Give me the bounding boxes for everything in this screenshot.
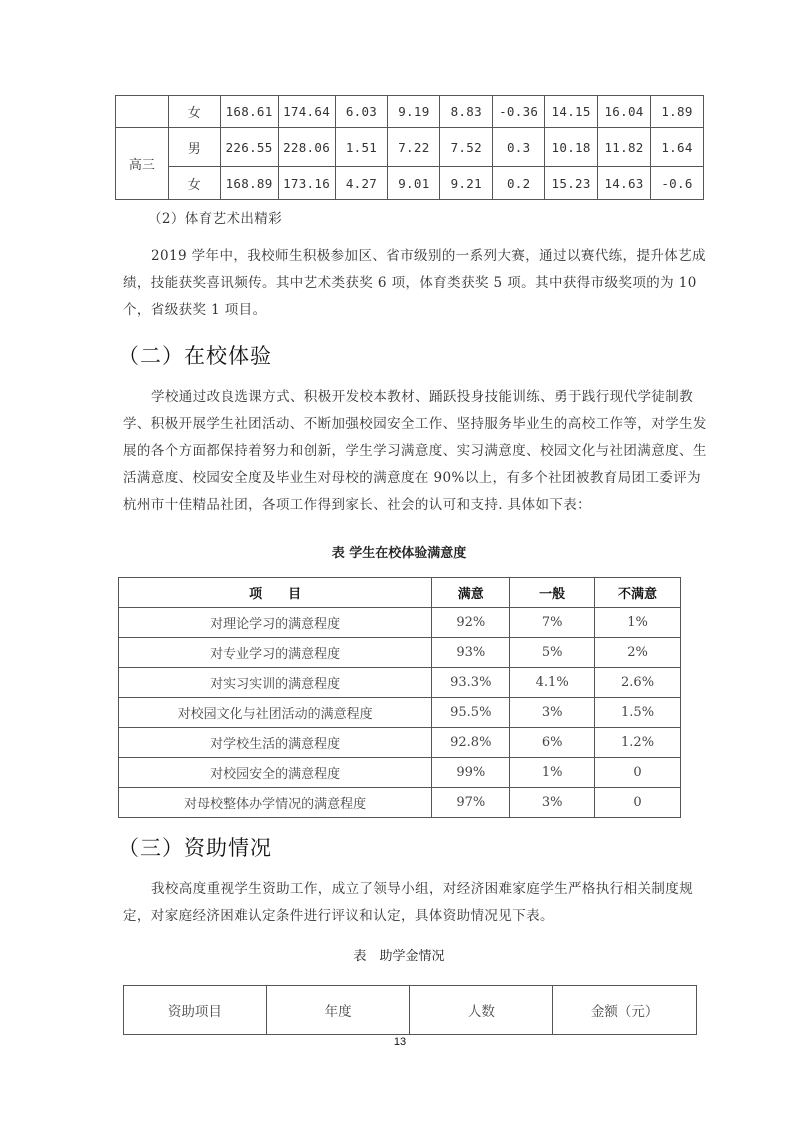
unsatisfied-cell: 1% — [595, 608, 681, 638]
average-cell: 6% — [510, 728, 595, 758]
value-cell: 15.23 — [545, 167, 598, 200]
unsatisfied-cell: 1.5% — [595, 698, 681, 728]
satisfied-cell: 92.8% — [432, 728, 510, 758]
header-unsatisfied: 不满意 — [595, 578, 681, 608]
value-cell: 9.01 — [388, 167, 440, 200]
item-cell: 对学校生活的满意程度 — [119, 728, 432, 758]
value-cell: 173.16 — [278, 167, 335, 200]
gender-cell: 女 — [168, 167, 220, 200]
grants-table — [123, 985, 697, 1035]
table-row — [119, 788, 681, 818]
value-cell: 9.19 — [388, 96, 440, 128]
header-count: 人数 — [410, 986, 553, 1035]
gender-cell: 女 — [168, 96, 220, 128]
unsatisfied-cell: 0 — [595, 758, 681, 788]
average-cell: 4.1% — [510, 668, 595, 698]
value-cell: 7.52 — [440, 128, 493, 167]
value-cell: 1.51 — [335, 128, 388, 167]
table-header-row — [119, 578, 681, 608]
unsatisfied-cell: 2% — [595, 638, 681, 668]
grade-cell: 高三 — [116, 128, 169, 200]
table-row — [119, 668, 681, 698]
item-cell: 对实习实训的满意程度 — [119, 668, 432, 698]
fitness-table — [115, 95, 704, 200]
average-cell: 3% — [510, 698, 595, 728]
average-cell: 3% — [510, 788, 595, 818]
unsatisfied-cell: 0 — [595, 788, 681, 818]
header-amount: 金额（元） — [553, 986, 697, 1035]
satisfied-cell: 97% — [432, 788, 510, 818]
value-cell: 174.64 — [278, 96, 335, 128]
table-row — [116, 167, 704, 200]
header-year: 年度 — [266, 986, 410, 1035]
sub-heading-sports: （2）体育艺术出精彩 — [148, 211, 283, 227]
value-cell: 16.04 — [598, 96, 651, 128]
value-cell: 6.03 — [335, 96, 388, 128]
value-cell: 0.3 — [493, 128, 545, 167]
satisfaction-table — [118, 577, 681, 818]
satisfied-cell: 93.3% — [432, 668, 510, 698]
satisfied-cell: 93% — [432, 638, 510, 668]
value-cell: 14.15 — [545, 96, 598, 128]
paragraph-sports: 2019 学年中，我校师生积极参加区、省市级别的一系列大赛，通过以赛代练，提升体艺成绩，技能获奖喜讯频传。其中艺术类获奖 6 项，体育类获奖 5 项。其中获得市级奖项的为 10 个，省级获奖 1 项目。 — [123, 248, 706, 318]
item-cell: 对母校整体办学情况的满意程度 — [119, 788, 432, 818]
value-cell: 168.89 — [220, 167, 278, 200]
value-cell: 226.55 — [220, 128, 278, 167]
item-cell: 对理论学习的满意程度 — [119, 608, 432, 638]
value-cell: 1.64 — [651, 128, 704, 167]
table-row — [116, 96, 704, 128]
paragraph-campus-experience: 学校通过改良选课方式、积极开发校本教材、踊跃投身技能训练、勇于践行现代学徒制教学、积极开展学生社团活动、不断加强校园安全工作、坚持服务毕业生的高校工作等，对学生发展的各个方面都保持着努力和创新，学生学习满意度、实习满意度、校园文化与社团满意度、生活满意度、校园安全度及毕业生对母校的满意度在 90%以上，有多个社团被教育局团工委评为杭州市十佳精品社团，各项工作得到家长、社会的认可和支持. 具体如下表： — [123, 389, 707, 513]
table-caption-satisfaction: 表 学生在校体验满意度 — [331, 546, 467, 561]
value-cell: -0.36 — [493, 96, 545, 128]
table-row — [116, 128, 704, 167]
grade-cell — [116, 96, 169, 128]
value-cell: 228.06 — [278, 128, 335, 167]
average-cell: 7% — [510, 608, 595, 638]
table-row — [119, 758, 681, 788]
page-number: 13 — [393, 1036, 407, 1048]
table-row — [119, 698, 681, 728]
value-cell: 11.82 — [598, 128, 651, 167]
average-cell: 5% — [510, 638, 595, 668]
section-heading-campus-experience: （二）在校体验 — [118, 344, 272, 368]
gender-cell: 男 — [168, 128, 220, 167]
header-item: 项 目 — [119, 578, 432, 608]
value-cell: 168.61 — [220, 96, 278, 128]
value-cell: 14.63 — [598, 167, 651, 200]
value-cell: 8.83 — [440, 96, 493, 128]
value-cell: -0.6 — [651, 167, 704, 200]
unsatisfied-cell: 1.2% — [595, 728, 681, 758]
unsatisfied-cell: 2.6% — [595, 668, 681, 698]
header-aid-item: 资助项目 — [124, 986, 267, 1035]
table-row — [119, 728, 681, 758]
table-row — [119, 608, 681, 638]
satisfied-cell: 99% — [432, 758, 510, 788]
item-cell: 对校园文化与社团活动的满意程度 — [119, 698, 432, 728]
value-cell: 10.18 — [545, 128, 598, 167]
value-cell: 0.2 — [493, 167, 545, 200]
value-cell: 1.89 — [651, 96, 704, 128]
section-heading-financial-aid: （三）资助情况 — [118, 836, 272, 860]
item-cell: 对专业学习的满意程度 — [119, 638, 432, 668]
average-cell: 1% — [510, 758, 595, 788]
table-caption-grants: 表 助学金情况 — [353, 949, 445, 964]
value-cell: 7.22 — [388, 128, 440, 167]
satisfied-cell: 92% — [432, 608, 510, 638]
table-header-row — [124, 986, 697, 1035]
satisfied-cell: 95.5% — [432, 698, 510, 728]
item-cell: 对校园安全的满意程度 — [119, 758, 432, 788]
table-row — [119, 638, 681, 668]
header-satisfied: 满意 — [432, 578, 510, 608]
value-cell: 9.21 — [440, 167, 493, 200]
header-average: 一般 — [510, 578, 595, 608]
paragraph-financial-aid: 我校高度重视学生资助工作，成立了领导小组，对经济困难家庭学生严格执行相关制度规定，对家庭经济困难认定条件进行评议和认定，具体资助情况见下表。 — [123, 881, 694, 924]
value-cell: 4.27 — [335, 167, 388, 200]
